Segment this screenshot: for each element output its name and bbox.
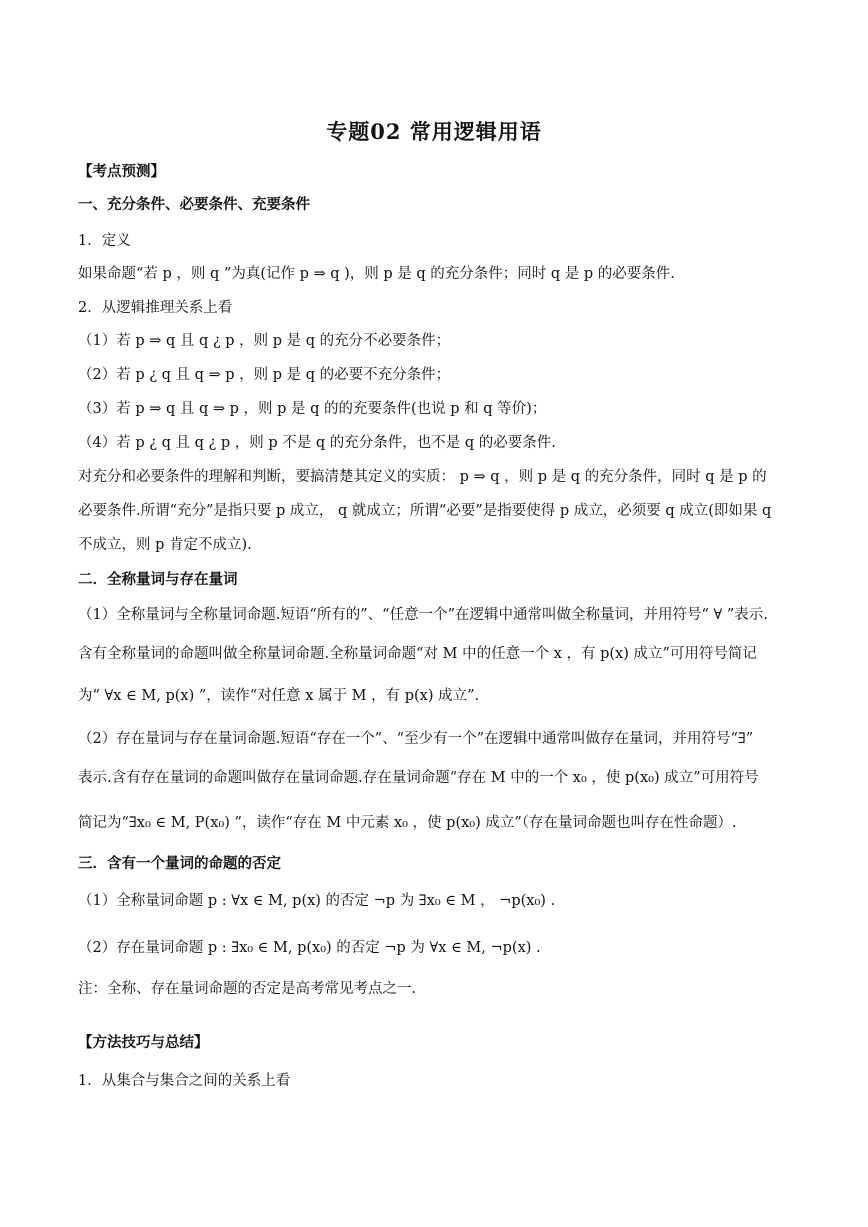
paragraph-universal-2: 含有全称量词的命题叫做全称量词命题.全称量词命题“对 M 中的任意一个 x ，有 p(x) 成立”可用符号简记 xyxy=(78,646,757,662)
paragraph-note-line-1: 对充分和必要条件的理解和判断，要搞清楚其定义的实质： p ⇒ q ，则 p 是 q 的充分条件，同时 q 是 p 的 xyxy=(78,469,767,485)
negation-existential: （2）存在量词命题 p : ∃x₀ ∈ M, p(x₀) 的否定 ¬p 为 ∀x ∈ M, ¬p(x) . xyxy=(78,940,541,956)
section-heading-1: 一、充分条件、必要条件、充要条件 xyxy=(78,196,310,213)
case-2: （2）若 p ¿ q 且 q ⇒ p ，则 p 是 q 的必要不充分条件； xyxy=(78,367,451,383)
paragraph-existential-2: 表示.含有存在量词的命题叫做存在量词命题.存在量词命题“存在 M 中的一个 x₀ ，使 p(x₀) 成立”可用符号 xyxy=(78,770,759,786)
case-3: （3）若 p ⇒ q 且 q ⇒ p ，则 p 是 q 的的充要条件(也说 p 和 q 等价)； xyxy=(78,401,547,417)
section-heading-2: 二．全称量词与存在量词 xyxy=(78,571,238,588)
paragraph-universal-1: （1）全称量词与全称量词命题.短语“所有的”、“任意一个”在逻辑中通常叫做全称量词，并用符号“ ∀ ”表示. xyxy=(78,607,768,623)
paragraph-definition: 如果命题“若 p ，则 q ”为真(记作 p ⇒ q )，则 p 是 q 的充分条件；同时 q 是 p 的必要条件. xyxy=(78,266,675,282)
subheading-definition: 1．定义 xyxy=(78,233,131,249)
case-4: （4）若 p ¿ q 且 q ¿ p ，则 p 不是 q 的充分条件，也不是 q 的必要条件. xyxy=(78,435,556,451)
paragraph-note-line-2: 必要条件.所谓“充分”是指只要 p 成立， q 就成立；所谓“必要”是指要使得 p 成立，必须要 q 成立(即如果 q xyxy=(78,503,772,519)
case-1: （1）若 p ⇒ q 且 q ¿ p ，则 p 是 q 的充分不必要条件； xyxy=(78,333,451,349)
section-heading-3: 三．含有一个量词的命题的否定 xyxy=(78,855,281,872)
paragraph-existential-3: 简记为“∃x₀ ∈ M, P(x₀) ”，读作“存在 M 中元素 x₀ ，使 p(x₀) 成立”（存在量词命题也叫存在性命题）. xyxy=(78,815,737,831)
method-1: 1．从集合与集合之间的关系上看 xyxy=(78,1073,291,1089)
page-title: 专题02 常用逻辑用语 xyxy=(326,119,542,144)
negation-universal: （1）全称量词命题 p : ∀x ∈ M, p(x) 的否定 ¬p 为 ∃x₀ ∈ M ， ¬p(x₀) . xyxy=(78,893,556,909)
negation-note: 注：全称、存在量词命题的否定是高考常见考点之一. xyxy=(78,981,417,997)
paragraph-note-line-3: 不成立，则 p 肯定不成立). xyxy=(78,537,252,553)
section-heading-kaodian: 【考点预测】 xyxy=(78,163,165,180)
section-heading-methods: 【方法技巧与总结】 xyxy=(78,1034,209,1051)
paragraph-existential-1: （2）存在量词与存在量词命题.短语“存在一个”、“至少有一个”在逻辑中通常叫做存在量词，并用符号“∃” xyxy=(78,731,754,747)
paragraph-universal-3: 为“ ∀x ∈ M, p(x) ”，读作“对任意 x 属于 M ，有 p(x) 成立”. xyxy=(78,688,480,704)
subheading-logic: 2．从逻辑推理关系上看 xyxy=(78,300,233,316)
